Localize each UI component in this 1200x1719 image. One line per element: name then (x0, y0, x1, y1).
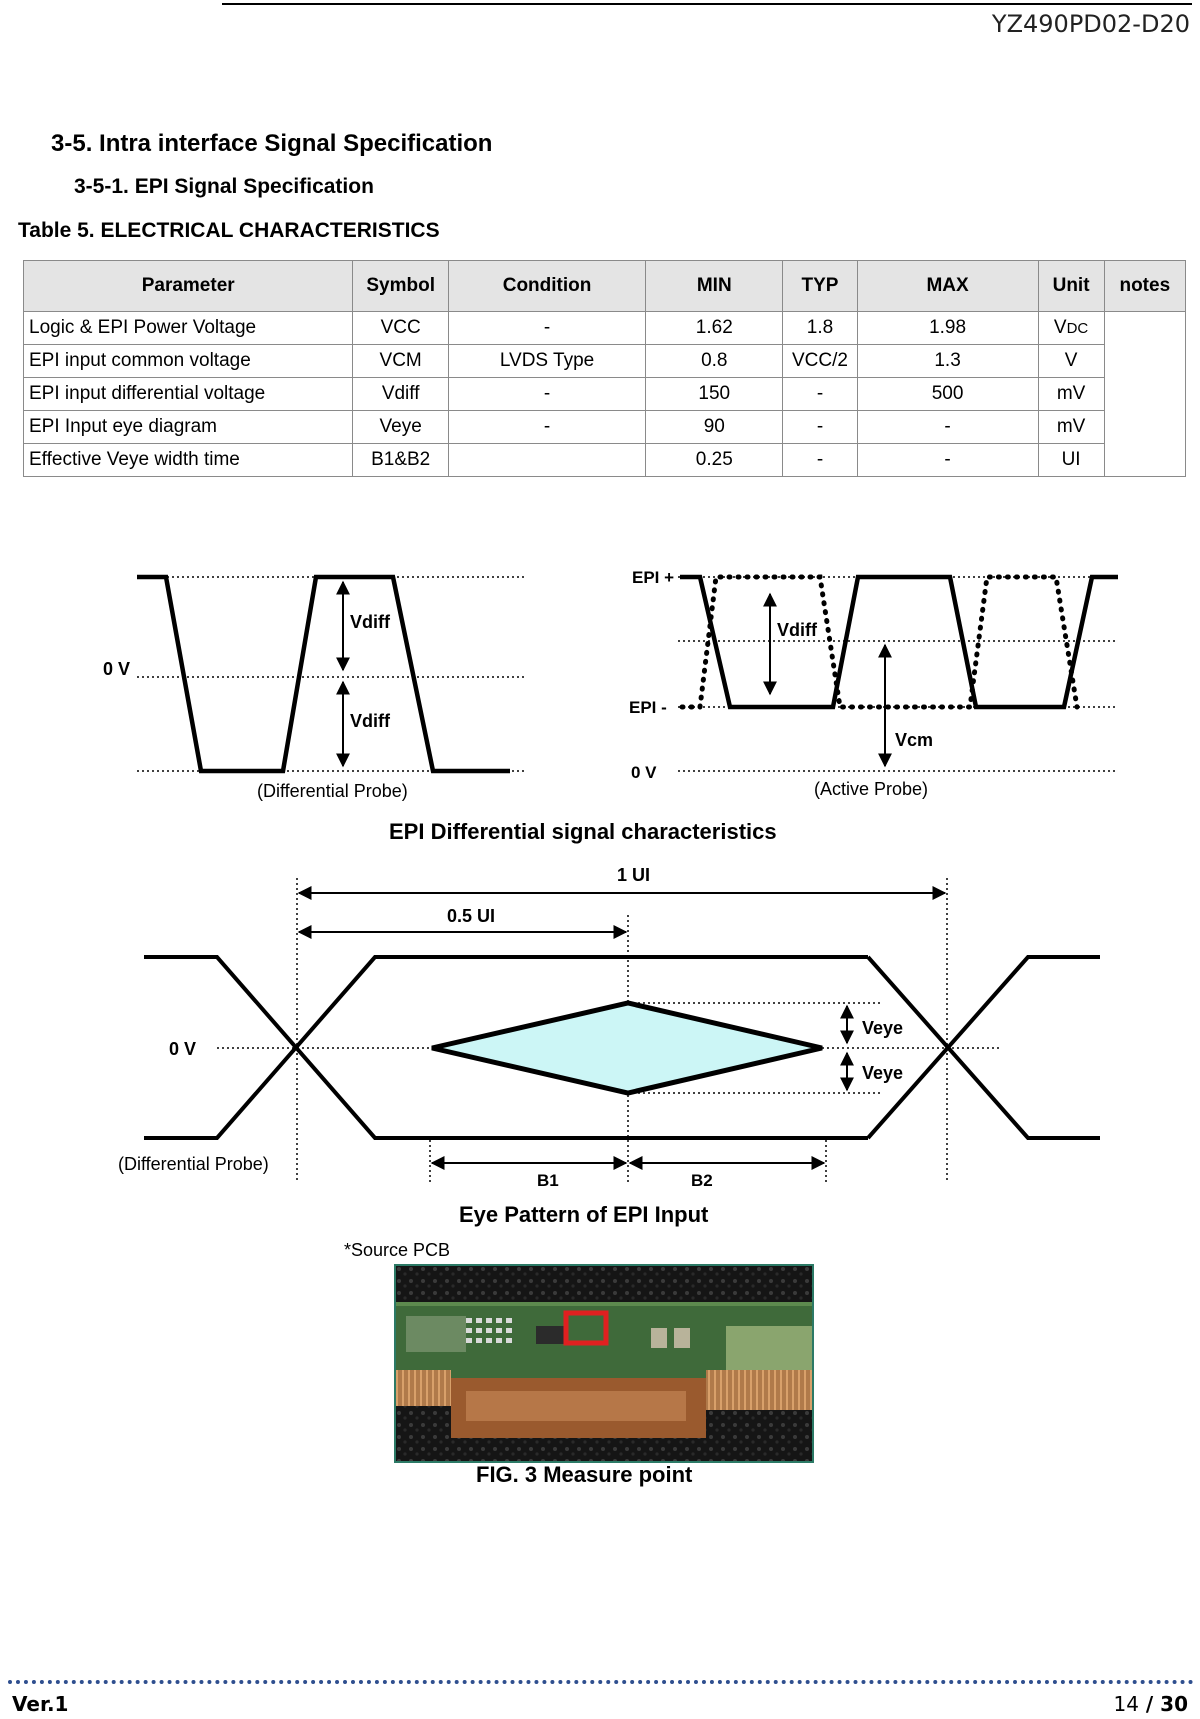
cell-parameter: EPI Input eye diagram (24, 411, 353, 444)
epi-plus-label: EPI + (632, 568, 675, 587)
differential-probe-label-top: (Differential Probe) (257, 781, 408, 801)
cell-typ: 1.8 (783, 312, 857, 345)
cell-typ: - (783, 378, 857, 411)
cell-condition: LVDS Type (448, 345, 645, 378)
cell-min: 0.8 (646, 345, 783, 378)
col-header-typ: TYP (783, 261, 857, 312)
col-header-symbol: Symbol (353, 261, 449, 312)
cell-typ: VCC/2 (783, 345, 857, 378)
cell-symbol: Vdiff (353, 378, 449, 411)
cell-max: 500 (857, 378, 1038, 411)
eye-figure-caption: Eye Pattern of EPI Input (459, 1202, 709, 1227)
cell-max: - (857, 444, 1038, 477)
cell-unit: UI (1038, 444, 1104, 477)
cell-parameter: Logic & EPI Power Voltage (24, 312, 353, 345)
section-title: 3-5. Intra interface Signal Specification (51, 130, 493, 157)
source-pcb-label: *Source PCB (344, 1240, 451, 1260)
vdiff-right-label: Vdiff (777, 620, 817, 640)
veye-lower-label: Veye (862, 1063, 904, 1083)
table-caption: Table 5. ELECTRICAL CHARACTERISTICS (18, 219, 440, 242)
cell-max: 1.3 (857, 345, 1038, 378)
fig3-caption: FIG. 3 Measure point (476, 1462, 693, 1487)
col-header-condition: Condition (448, 261, 645, 312)
cell-symbol: VCC (353, 312, 449, 345)
unit-main: V (1053, 317, 1067, 338)
cell-parameter: EPI input differential voltage (24, 378, 353, 411)
differential-probe-label-eye: (Differential Probe) (118, 1154, 269, 1174)
cell-min: 90 (646, 411, 783, 444)
b2-label: B2 (691, 1171, 713, 1190)
cell-typ: - (783, 411, 857, 444)
diff-figure-caption: EPI Differential signal characteristics (389, 819, 777, 844)
cell-typ: - (783, 444, 857, 477)
cell-symbol: VCM (353, 345, 449, 378)
col-header-min: MIN (646, 261, 783, 312)
b1-label: B1 (537, 1171, 559, 1190)
cell-unit: mV (1038, 378, 1104, 411)
eye-opening (432, 1003, 822, 1093)
page-separator: / (1138, 1692, 1161, 1716)
zero-volt-label-right: 0 V (631, 763, 657, 782)
pcb-illustration (396, 1266, 812, 1461)
cell-unit: V (1038, 345, 1104, 378)
cell-parameter: EPI input common voltage (24, 345, 353, 378)
footer-divider (8, 1680, 1194, 1684)
vdiff-lower-label: Vdiff (350, 711, 390, 731)
cell-unit: mV (1038, 411, 1104, 444)
col-header-max: MAX (857, 261, 1038, 312)
cell-max: - (857, 411, 1038, 444)
zero-volt-label-eye: 0 V (169, 1039, 197, 1059)
cell-condition: - (448, 378, 645, 411)
differential-probe-waveform (137, 577, 526, 771)
cell-min: 150 (646, 378, 783, 411)
cell-min: 0.25 (646, 444, 783, 477)
one-ui-label: 1 UI (617, 865, 651, 885)
subsection-title: 3-5-1. EPI Signal Specification (74, 175, 374, 198)
vdiff-upper-label: Vdiff (350, 612, 390, 632)
cell-max: 1.98 (857, 312, 1038, 345)
source-pcb-photo (394, 1264, 814, 1463)
col-header-parameter: Parameter (24, 261, 353, 312)
vcm-label: Vcm (895, 730, 934, 750)
unit-sub: DC (1066, 320, 1089, 337)
page-total: 30 (1160, 1692, 1188, 1716)
cell-min: 1.62 (646, 312, 783, 345)
half-ui-label: 0.5 UI (447, 906, 496, 926)
page-number (1113, 1692, 1188, 1716)
veye-upper-label: Veye (862, 1018, 904, 1038)
epi-minus-label: EPI - (629, 698, 667, 717)
cell-condition: - (448, 411, 645, 444)
document-id: YZ490PD02-D20 (991, 10, 1190, 38)
eye-pattern-diagram (144, 878, 1100, 1182)
cell-symbol: B1&B2 (353, 444, 449, 477)
page-current: 14 (1113, 1692, 1139, 1716)
zero-volt-label-left: 0 V (103, 659, 131, 679)
cell-parameter: Effective Veye width time (24, 444, 353, 477)
cell-condition: - (448, 312, 645, 345)
cell-symbol: Veye (353, 411, 449, 444)
col-header-unit: Unit (1038, 261, 1104, 312)
version-label: Ver.1 (12, 1692, 69, 1716)
col-header-notes: notes (1104, 261, 1185, 312)
active-probe-label: (Active Probe) (814, 779, 929, 799)
